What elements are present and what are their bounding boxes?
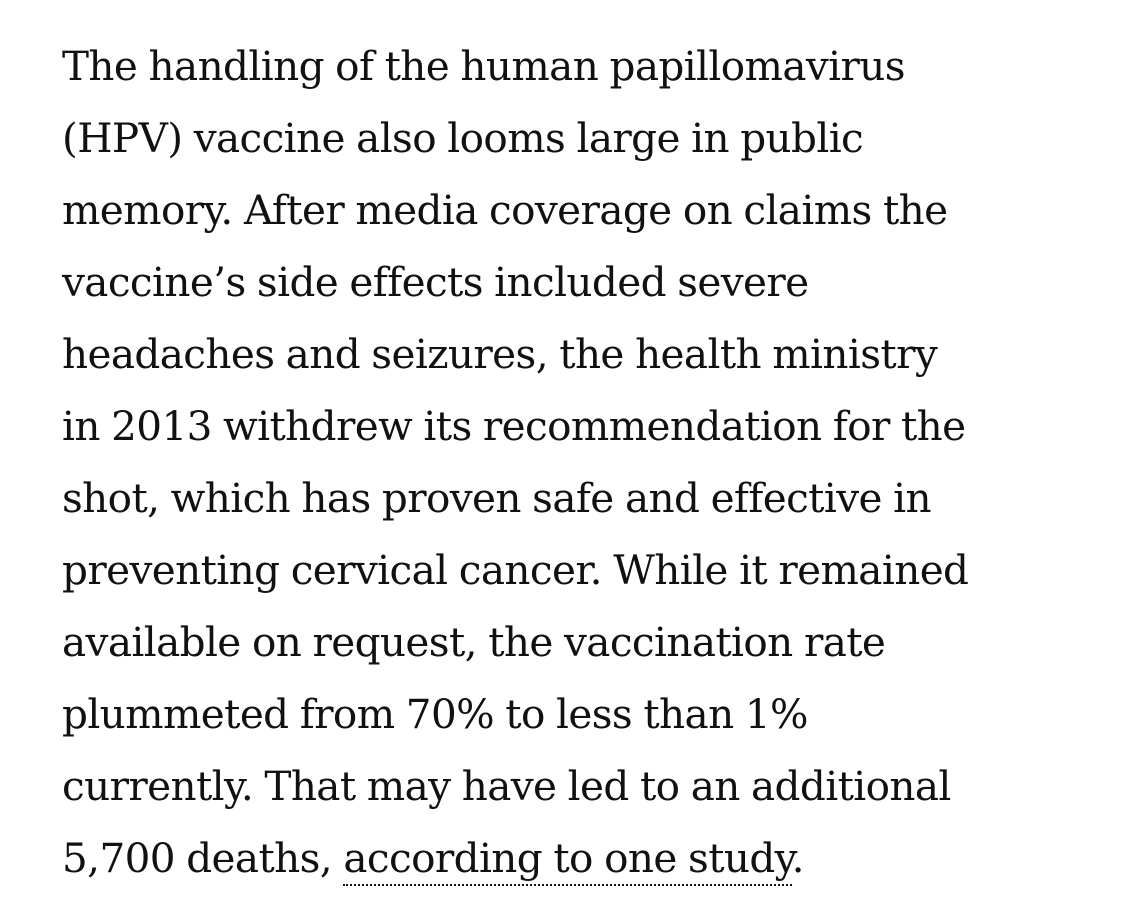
article-paragraph <box>62 30 1102 894</box>
paragraph-line: available on request, the vaccination rate <box>62 618 886 666</box>
paragraph-line: (HPV) vaccine also looms large in public <box>62 114 864 162</box>
last-line-prefix: 5,700 deaths, <box>62 834 344 882</box>
study-link[interactable]: according to one study <box>343 834 791 886</box>
paragraph-line: in 2013 withdrew its recommendation for the <box>62 402 966 450</box>
last-line-suffix: . <box>791 834 804 882</box>
paragraph-last-line <box>62 822 1102 894</box>
paragraph-line: memory. After media coverage on claims the <box>62 186 948 234</box>
paragraph-line: headaches and seizures, the health ministry <box>62 330 938 378</box>
paragraph-line: vaccine’s side effects included severe <box>62 258 809 306</box>
paragraph-line: shot, which has proven safe and effective in <box>62 474 931 522</box>
paragraph-line: The handling of the human papillomavirus <box>62 42 905 90</box>
article-body <box>62 30 1102 894</box>
paragraph-line: plummeted from 70% to less than 1% <box>62 690 808 738</box>
paragraph-line: preventing cervical cancer. While it remained <box>62 546 969 594</box>
paragraph-line: currently. That may have led to an additional <box>62 762 951 810</box>
